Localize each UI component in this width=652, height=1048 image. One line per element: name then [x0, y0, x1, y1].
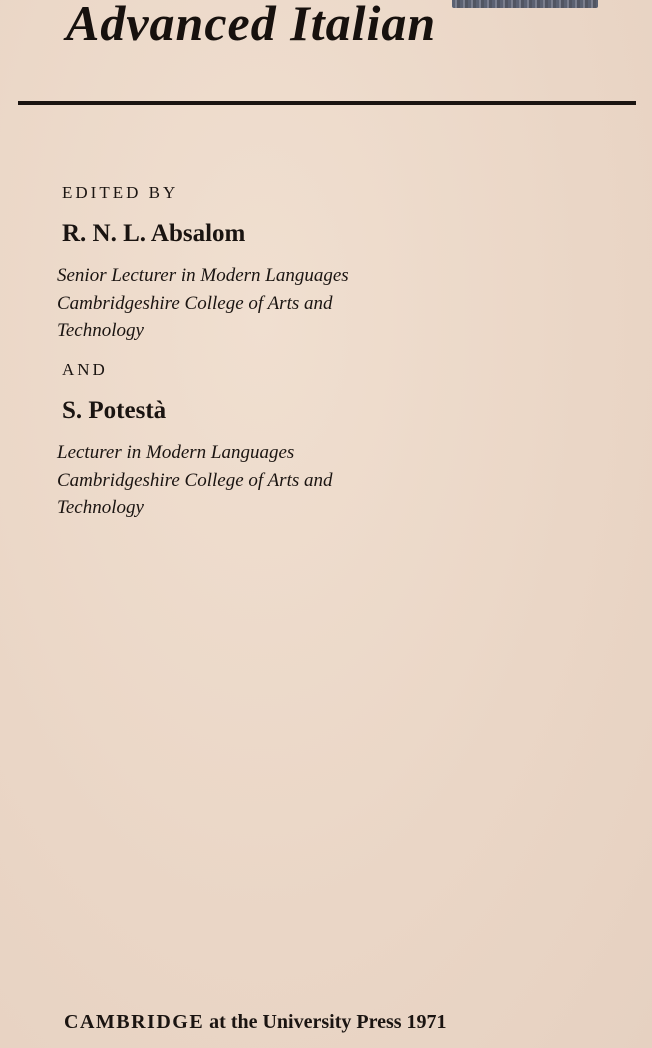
affiliation-line: Technology [57, 497, 144, 518]
publisher-imprint [64, 1011, 447, 1034]
affiliation-line: Lecturer in Modern Languages [57, 442, 295, 463]
editor-affiliation [57, 439, 333, 522]
affiliation-line: Technology [57, 320, 144, 341]
library-stamp [452, 0, 598, 8]
editor-affiliation [57, 262, 349, 345]
editor-name: S. Potestà [62, 397, 167, 424]
affiliation-line: Cambridgeshire College of Arts and [57, 469, 333, 491]
press-name: CAMBRIDGE [64, 1011, 205, 1033]
edited-by-label: EDITED BY [62, 183, 179, 202]
affiliation-line: Senior Lecturer in Modern Languages [57, 265, 349, 286]
affiliation-line: Cambridgeshire College of Arts and [57, 292, 333, 314]
editor-name: R. N. L. Absalom [62, 220, 246, 247]
conjunction-label: AND [62, 360, 108, 379]
title-rule [18, 101, 636, 105]
imprint-details: at the University Press 1971 [204, 1011, 447, 1033]
book-title: Advanced Italian [66, 0, 437, 51]
